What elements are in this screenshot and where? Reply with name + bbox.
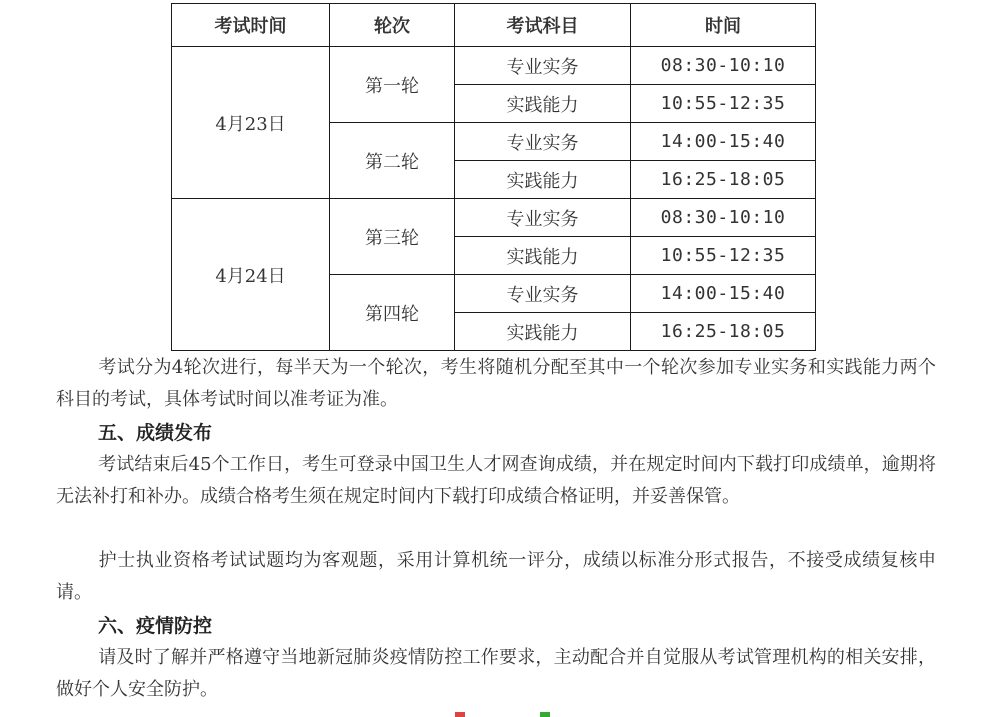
header-round: 轮次: [330, 4, 455, 47]
time-cell: 14:00-15:40: [631, 123, 816, 161]
table-row: [172, 199, 816, 237]
section-heading-results: 五、成绩发布: [98, 422, 213, 444]
time-cell: 08:30-10:10: [631, 199, 816, 237]
paragraph-exam-rounds: [56, 352, 936, 416]
paragraph-results-release: [56, 449, 936, 513]
subject-cell: 实践能力: [455, 237, 631, 275]
paragraph-epidemic-control: [56, 642, 936, 706]
table-row: [172, 47, 816, 85]
header-exam-date: 考试时间: [172, 4, 330, 47]
round-cell: 第四轮: [330, 275, 455, 351]
paragraph-text: 护士执业资格考试试题均为客观题，采用计算机统一评分，成绩以标准分形式报告，不接受成绩复核申请。: [56, 550, 936, 603]
round-cell: 第一轮: [330, 47, 455, 123]
time-cell: 10:55-12:35: [631, 85, 816, 123]
subject-cell: 实践能力: [455, 313, 631, 351]
time-cell: 16:25-18:05: [631, 161, 816, 199]
round-cell: 第二轮: [330, 123, 455, 199]
subject-cell: 专业实务: [455, 199, 631, 237]
paragraph-scoring: [56, 545, 936, 609]
subject-cell: 实践能力: [455, 161, 631, 199]
table-header-row: [172, 4, 816, 47]
subject-cell: 专业实务: [455, 123, 631, 161]
header-time: 时间: [631, 4, 816, 47]
subject-cell: 实践能力: [455, 85, 631, 123]
subject-cell: 专业实务: [455, 47, 631, 85]
time-cell: 16:25-18:05: [631, 313, 816, 351]
exam-date-cell: 4月23日: [172, 47, 330, 199]
section-heading-epidemic: 六、疫情防控: [98, 615, 213, 637]
round-cell: 第三轮: [330, 199, 455, 275]
paragraph-text: 考试结束后45个工作日，考生可登录中国卫生人才网查询成绩，并在规定时间内下载打印成绩单，逾期将无法补打和补办。成绩合格考生须在规定时间内下载打印成绩合格证明，并妥善保管。: [56, 454, 936, 507]
exam-schedule-table: [171, 3, 816, 351]
exam-date-cell: 4月24日: [172, 199, 330, 351]
time-cell: 08:30-10:10: [631, 47, 816, 85]
time-cell: 10:55-12:35: [631, 237, 816, 275]
subject-cell: 专业实务: [455, 275, 631, 313]
header-subject: 考试科目: [455, 4, 631, 47]
paragraph-text: 请及时了解并严格遵守当地新冠肺炎疫情防控工作要求，主动配合并自觉服从考试管理机构的相关安排，做好个人安全防护。: [56, 647, 936, 700]
decorative-mark: [455, 712, 465, 717]
decorative-mark: [540, 712, 550, 717]
time-cell: 14:00-15:40: [631, 275, 816, 313]
paragraph-text: 考试分为4轮次进行，每半天为一个轮次，考生将随机分配至其中一个轮次参加专业实务和实践能力两个科目的考试，具体考试时间以准考证为准。: [56, 357, 936, 410]
